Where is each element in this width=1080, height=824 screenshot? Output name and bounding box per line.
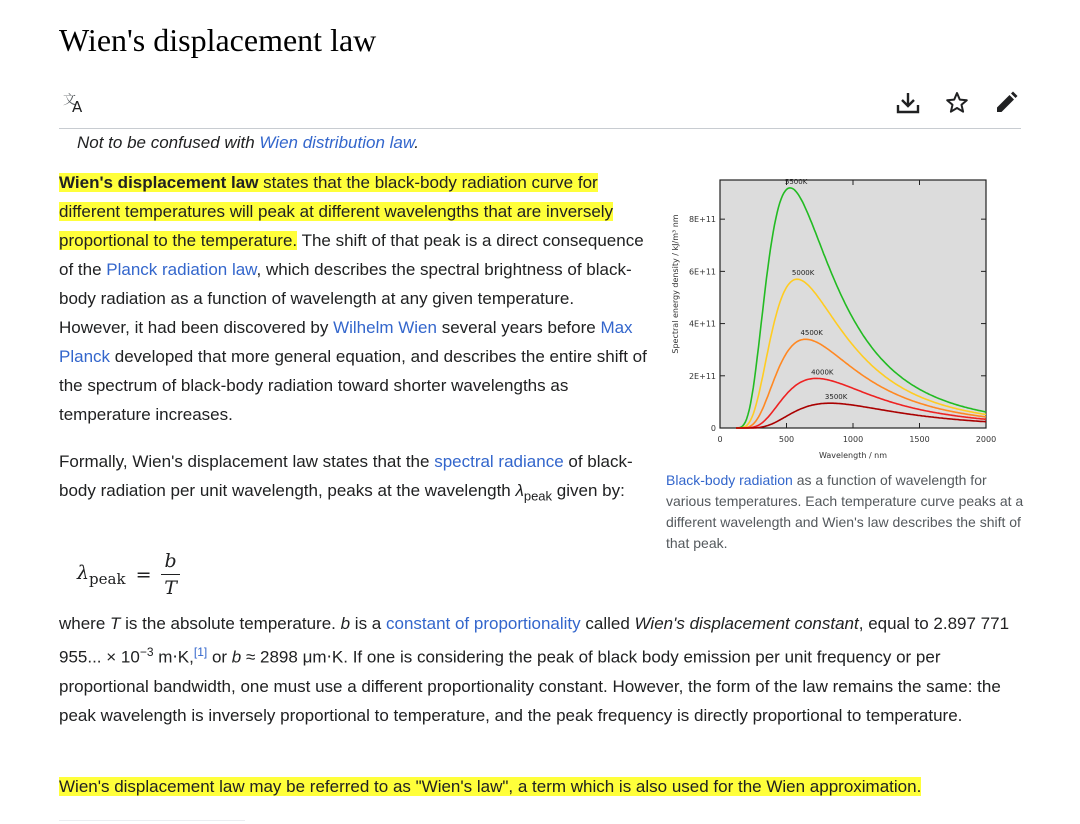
link-max-planck[interactable]: Max Planck [59, 318, 633, 366]
wien-formula: $\lambda_{peak}$ = $\frac{b}{T}$ [77, 550, 180, 599]
hatnote: Not to be confused with Wien distribution law. [77, 133, 419, 152]
figure-caption: Black-body radiation as a function of wavelength for various temperatures. Each temperature curve peaks at a different wavelength and Wien's law describes the shift of that peak. [666, 472, 1024, 551]
blackbody-chart[interactable] [668, 178, 998, 463]
y-tick-label: 0 [710, 424, 716, 433]
link-spectral-radiance[interactable]: spectral radiance [434, 452, 564, 471]
link-black-body-radiation[interactable]: Black-body radiation [666, 472, 793, 488]
svg-text:文: 文 [63, 93, 77, 108]
x-axis-label: Wavelength / nm [818, 451, 888, 460]
y-tick-label: 2E+11 [688, 371, 716, 381]
series-label-3500K: 3500K [824, 393, 848, 402]
divider [59, 820, 245, 821]
pencil-icon[interactable] [993, 90, 1019, 116]
x-tick-label: 1500 [909, 435, 930, 444]
link-wien-distribution-law[interactable]: Wien distribution law [259, 133, 415, 152]
wiens-law-note: Wien's displacement law may be referred to as "Wien's law", a term which is also used for the Wien approximation. [59, 777, 922, 796]
formal-paragraph: Formally, Wien's displacement law states that the spectral radiance of black-body radiation per unit wavelength, peaks at the wavelength $\lambda_{peak}$ given by: [59, 452, 633, 504]
link-wilhelm-wien[interactable]: Wilhelm Wien [333, 318, 437, 337]
download-icon[interactable] [895, 90, 921, 116]
x-tick-label: 0 [717, 435, 723, 444]
constant-paragraph: where T is the absolute temperature. b is a constant of proportionality called Wien's displacement constant, equal to 2.897 771 955... × $10^{-3}$ m⋅K,[1] or b ≈ 2898 μm⋅K. If one is considering the peak of black body emission per unit frequency or per proportional bandwidth, one must use a different proportionality constant. However, the form of the law remains the same: the peak wavelength is inversely proportional to temperature, and the peak frequency is directly proportional to temperature. [59, 614, 1010, 725]
star-icon[interactable] [944, 90, 970, 116]
x-tick-label: 2000 [975, 435, 997, 444]
y-axis-label: Spectral energy density / kJ/m³ nm [671, 214, 680, 354]
link-planck-radiation-law[interactable]: Planck radiation law [106, 260, 257, 279]
x-tick-label: 1000 [842, 435, 864, 444]
y-tick-label: 4E+11 [688, 319, 716, 329]
y-tick-label: 6E+11 [688, 267, 716, 277]
series-label-4000K: 4000K [811, 368, 834, 377]
link-constant-of-proportionality[interactable]: constant of proportionality [385, 614, 581, 633]
page-title: Wien's displacement law [59, 22, 377, 58]
svg-text:A: A [72, 98, 83, 116]
series-label-4500K: 4500K [800, 329, 823, 338]
translate-icon[interactable] [61, 90, 87, 116]
intro-paragraph: Wien's displacement law states that the black-body radiation curve for different temperatures will peak at different wavelengths that are inversely proportional to the temperature. The shift of that peak is a direct consequence of the Planck radiation law, which describes the spectral brightness of black-body radiation as a function of wavelength at any given temperature. However, it had been discovered by Wilhelm Wien several years before Max Planck developed that more general equation, and describes the entire shift of the spectrum of black-body radiation toward shorter wavelengths as temperature increases. [59, 173, 647, 424]
series-label-5500K: 5500K [784, 178, 808, 186]
page-toolbar [59, 84, 1021, 129]
x-tick-label: 500 [778, 435, 795, 444]
intro-bold-term: Wien's displacement law [59, 173, 259, 192]
y-tick-label: 8E+11 [688, 215, 716, 225]
reference-1[interactable]: [1] [193, 645, 208, 659]
series-label-5000K: 5000K [791, 269, 815, 278]
